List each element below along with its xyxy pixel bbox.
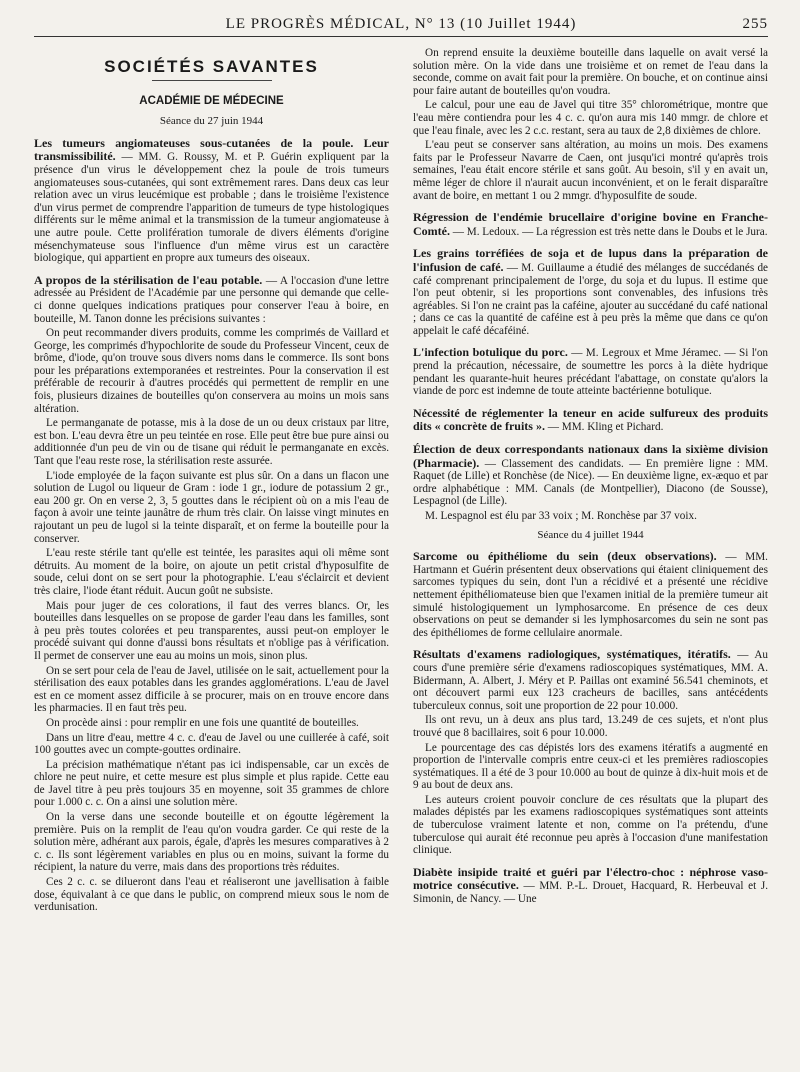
paragraph: On la verse dans une seconde bouteille et on égoutte légèrement la première. Puis on la remplit de l'eau qu'on voudra garder. Ce qui reste de la solution mère, adhérant aux parois, égale, d'après les mesures comparatives à 2 c. c. Ils sont légèrement variables en plus ou en moins, suivant la forme du récipient, la nature du verre, mais dans des proportions très réduites. — [34, 811, 389, 874]
article-sulfureux — [413, 407, 768, 434]
running-header — [34, 12, 768, 37]
paragraph: Ces 2 c. c. se dilueront dans l'eau et réaliseront une javellisation à faible dose, équivalant à ce que dans le public, on comprend mieux sous le nom de verdunisation. — [34, 876, 389, 914]
article-title: Régression de l'endémie brucellaire d'origine bovine en Franche-Comté. — [413, 210, 768, 238]
article-sarcome — [413, 550, 768, 639]
article-title: Nécessité de réglementer la teneur en acide sulfureux des produits dits « concrète de fruits ». — [413, 405, 768, 434]
article-body: — Classement des candidats. — En première ligne : MM. Raquet (de Lille) et Ronchèse (de Nice). — En deuxième ligne, ex-æquo et par ordre alphabétique : MM. Canals (de Montpellier), Diacono (de Sousse), Lespagnol (de Lille). — [413, 457, 768, 508]
article-tumeurs — [34, 137, 389, 265]
paragraph: On procède ainsi : pour remplir en une fois une quantité de bouteilles. — [46, 716, 359, 729]
article-body: — A l'occasion d'une lettre adressée au Président de l'Académie par une personne qui demande que celle-ci donne quelques indications pratiques pour conserver l'eau à boire, en bouteille, M. Tanon donne les précisions suivantes : — [34, 274, 389, 325]
paragraph: On se sert pour cela de l'eau de Javel, utilisée on le sait, actuellement pour la stérilisation des eaux potables dans les grandes agglomérations. L'eau de Javel est en ce moment assez difficile à se procurer, mais on en trouve encore dans les pharmacies. Il en faut très peu. — [34, 664, 389, 715]
article-title: Sarcome ou épithéliome du sein (deux observations). — [413, 549, 717, 564]
article-botulique — [413, 346, 768, 397]
article-brucellose — [413, 211, 768, 238]
article-title: Diabète insipide traité et guéri par l'électro-choc : néphrose vaso-motrice consécutive. — [413, 864, 768, 893]
section-title: SOCIÉTÉS SAVANTES — [104, 57, 319, 76]
left-column — [34, 47, 389, 916]
article-title: Résultats d'examens radiologiques, systématiques, itératifs. — [413, 647, 731, 662]
article-body: — MM. Kling et Pichard. — [544, 421, 664, 434]
session-date: Séance du 4 juillet 1944 — [537, 528, 644, 541]
paragraph: L'eau reste stérile tant qu'elle est teintée, les parasites aqui oli même sont détruits. Au moment de la boire, on ajoute un petit cristal d'hyposulfite de soude, celui dont on se sert pour la photographie. L'eau s'éclaircit et devient très claire, l'iode étant réduit. Aucun goût ne subsiste. — [34, 547, 389, 597]
article-title: Les grains torréfiées de soja et de lupus dans la préparation de l'infusion de café. — [413, 246, 768, 274]
article-cafe — [413, 247, 768, 337]
article-body: — MM. G. Roussy, M. et P. Guérin expliquent par la présence d'un virus le développement chez la poule de trois tumeurs angiomateuses sous-cutanées, qui sont extrêmement rares. Dans deux cas leur relation avec un virus leucémique est probable ; dans le troisième l'existence d'un virus permet de comprendre l'apparition de tumeurs de type histologiques différents sur le même animal et la transmission de la tumeur angiomateuse à une autre poule. Cette prolifération tumorale de divers éléments d'origine mésenchymateuse sous l'influence d'un même virus est un caractère biologique, qui appartient en propre aux tumeurs des oiseaux. — [34, 151, 389, 265]
paragraph: Les auteurs croient pouvoir conclure de ces résultats que la plupart des malades dépistés par les examens radioscopiques systématiques sont atteints de tuberculose vraiment latente et non, comme on l'a prétendu, d'une tuberculose qui aurait été reconnue peu après à l'occasion d'une manifestation clinique. — [413, 793, 768, 857]
paragraph: L'eau peut se conserver sans altération, au moins un mois. Des examens faits par le Professeur Navarre de Caen, ont jusqu'ici montré qu'après trois semaines, l'eau était encore stérile et sans goût. Au besoin, s'il y en avait un, même léger de chlore il n'aurait aucun inconvénient, et on le ferait disparaître avant de boire, en mettant 1 ou 2 mmgr. d'hyposulfite de soude. — [413, 139, 768, 202]
columns — [34, 47, 768, 916]
paragraph: Le calcul, pour une eau de Javel qui titre 35° chlorométrique, montre que l'eau mère contiendra pour les 4 c. c. qu'on aura mis 140 mmgr. de chlore et que l'eau finale, avec les 2 c.c. restant, sera au taux de 2,8 dixièmes de chlore. — [413, 99, 768, 137]
article-body: — Au cours d'une première série d'examens radioscopiques systématiques, MM. A. Bidermann, A. Albert, J. Méry et P. Paillas ont examiné 56.541 cheminots, et ont découvert parmi eux 123 cracheurs de bacilles, sans antécédents tuberculeux connus, soit une proportion de 22 pour 10.000. — [413, 649, 768, 712]
article-body: — MM. Hartmann et Guérin présentent deux observations qui étaient cliniquement des sarcomes typiques du sein, dont l'un a récidivé et a présenté une récidive nettement épithéliomateuse bien que l'examen initial de la première tumeur ait simulé histologiquement un lymphosarcome. En présence de ces deux observations on peut se demander si les lymphosarcomes du sein ne sont pas des épithéliomes de forme cellulaire anormale. — [413, 551, 768, 639]
paragraph: M. Lespagnol est élu par 33 voix ; M. Ronchèse par 37 voix. — [425, 510, 697, 522]
article-body: — M. Guillaume a étudié des mélanges de succédanés de café comprenant principalement de l'orge, du soja et du lupus. Il estime que l'on peut obtenir, si les proportions sont convenables, des infusions très agréables. Si l'on ne craint pas la caféine, ajouter au succédané du café national ; dans ce cas la quantité de caféine est à peu près la même que dans ce qu'on appelait le café décaféiné. — [413, 261, 768, 337]
paragraph: Le permanganate de potasse, mis à la dose de un ou deux cristaux par litre, est bon. L'eau devra être un peu teintée en rose. Elle peut être bue pure ainsi ou additionnée d'un peu de vin ou de tisane qui réduit le permanganate en excès. Tant que l'eau reste rose, la stérilisation reste assurée. — [34, 417, 389, 468]
journal-title: LE PROGRÈS MÉDICAL, N° 13 (10 Juillet 1944) — [225, 16, 577, 32]
paragraph: On peut recommander divers produits, comme les comprimés de Vaillard et George, les comprimés d'hypochlorite de soude du Professeur Vincent, ceux de brôme, d'iode, qu'on trouve sous divers noms dans le commerce. Ils sont bons pour les préparations extemporanées et restreintes. Pour la conservation il est préférable de recourir à d'autres procédés qui permettent de remplir en une fois, plusieurs dizaines de bouteilles qu'on conservera au moins un mois sans altération. — [34, 327, 389, 415]
academy-heading: ACADÉMIE DE MÉDECINE — [139, 94, 284, 107]
paragraph: L'iode employée de la façon suivante est plus sûr. On a dans un flacon une solution de Lugol ou liqueur de Gram : iode 1 gr., iodure de potassium 2 gr., eau 200 gr. On en verse 2, 3, 5 gouttes dans le récipient où on a mis l'eau de façon à avoir une teinte jaunâtre de rhum très clair. On laisse vingt minutes en rajoutant un peu de lugol si la teinte disparaît, et on ferme la bouteille pour la conserver. — [34, 469, 389, 545]
paragraph: La précision mathématique n'étant pas ici indispensable, car un excès de chlore ne peut nuire, et cette mesure est plus simple et plus rapide. Cette eau de Javel titre à peu près toujours 35 en moyenne, soit 35 grammes de chlore pour 1.000 c. c. On a ainsi une solution mère. — [34, 758, 389, 809]
article-radiologie — [413, 648, 768, 712]
right-column — [413, 47, 768, 916]
article-title: Élection de deux correspondants nationaux dans la sixième division (Pharmacie). — [413, 442, 768, 470]
article-title: L'infection botulique du porc. — [413, 345, 568, 360]
paragraph: Le pourcentage des cas dépistés lors des examens itératifs a augmenté en proportion de l'intervalle compris entre ceux-ci et les premières radioscopies systématiques. Il a été de 3 pour 10.000 au bout de quinze à dix-huit mois et de 9 au bout de deux ans. — [413, 741, 768, 792]
paragraph: Mais pour juger de ces colorations, il faut des verres blancs. Or, les bouteilles dans lesquelles on se propose de garder l'eau dans les familles, sont à peu près toutes colorées et peu transparentes, aussi peut-on employer le procédé suivant qui donne d'aussi bons résultats et n'oblige pas à vérification. Il permet de conserver une eau au moins un mois, sinon plus. — [34, 599, 389, 662]
article-title: A propos de la stérilisation de l'eau potable. — [34, 272, 263, 287]
paragraph: Dans un litre d'eau, mettre 4 c. c. d'eau de Javel ou une cuillerée à café, soit 100 gouttes avec un compte-gouttes ordinaire. — [34, 731, 389, 757]
article-body: — M. Ledoux. — La régression est très nette dans le Doubs et le Jura. — [449, 225, 768, 238]
paragraph: Ils ont revu, un à deux ans plus tard, 13.249 de ces sujets, et n'ont plus trouvé que 8 bacillaires, soit 6 pour 10.000. — [413, 714, 768, 739]
article-diabete — [413, 866, 768, 906]
article-body: — M. Legroux et Mme Jéramec. — Si l'on prend la précaution, nécessaire, de soumettre les porcs à la diète hydrique pendant les quarante-huit heures précédant l'abattage, on constate qu'alors la viande de porc est indemne de toute atteinte bactérienne botulique. — [413, 347, 769, 398]
session-date: Séance du 27 juin 1944 — [159, 115, 264, 128]
page-number: 255 — [742, 16, 768, 32]
article-election — [413, 443, 768, 508]
title-rule — [152, 80, 272, 81]
paragraph: On reprend ensuite la deuxième bouteille dans laquelle on avait versé la solution mère. On la vide dans une troisième et on remet de l'eau dans la seconde, comme on avait fait pour la première. On bouche, et on continue ainsi pour faire autant de bouteilles qu'on voudra. — [413, 47, 768, 97]
article-title: Les tumeurs angiomateuses sous-cutanées de la poule. Leur transmissibilité. — [34, 135, 389, 164]
article-body: — MM. P.-L. Drouet, Hacquard, R. Herbeuval et J. Simonin, de Nancy. — Une — [413, 880, 768, 906]
article-sterilisation — [34, 274, 389, 325]
